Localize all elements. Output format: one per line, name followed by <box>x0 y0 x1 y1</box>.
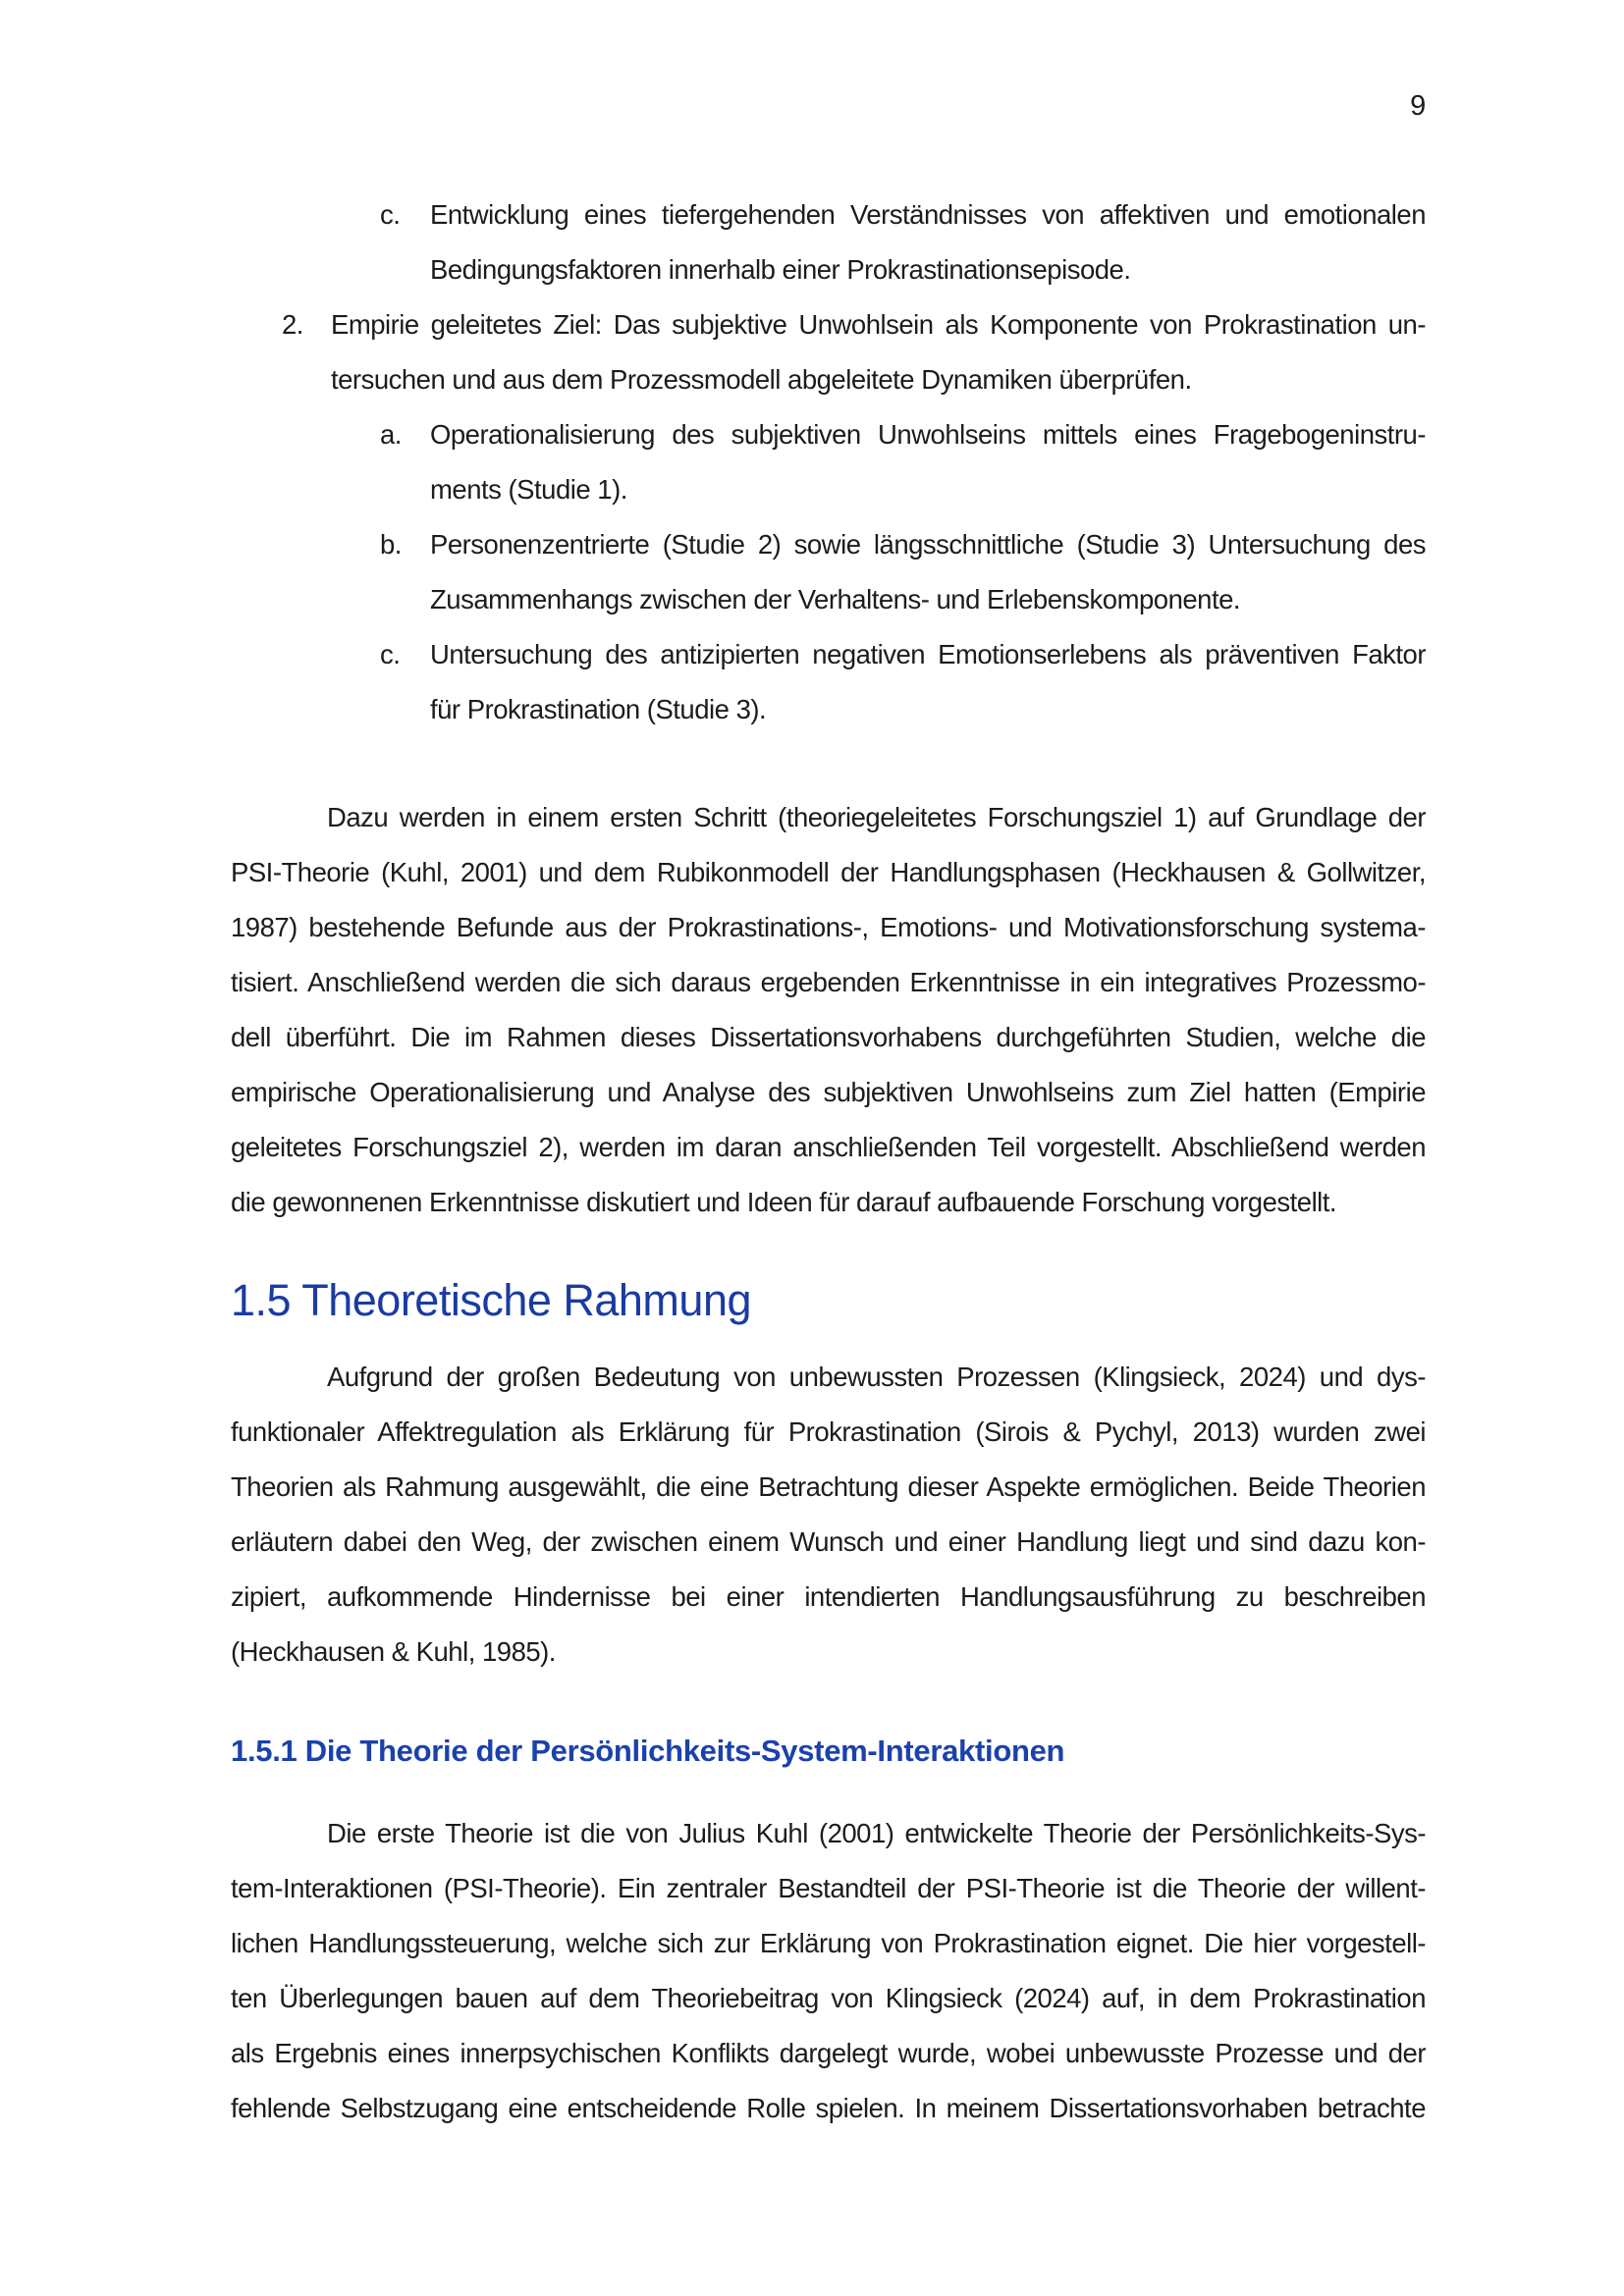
paragraph-line: geleitetes Forschungsziel 2), werden im daran anschließenden Teil vorgestellt. Abschließend werden <box>231 1132 1426 1162</box>
paragraph-line: Die erste Theorie ist die von Julius Kuhl (2001) entwickelte Theorie der Persönlichkeits-Sys- <box>327 1818 1426 1848</box>
paragraph-line: die gewonnenen Erkenntnisse diskutiert und Ideen für darauf aufbauende Forschung vorgestellt. <box>231 1187 1337 1217</box>
paragraph-line: Aufgrund der großen Bedeutung von unbewussten Prozessen (Klingsieck, 2024) und dys- <box>327 1362 1426 1392</box>
list-item-line: c. Entwicklung eines tiefergehenden Verständnisses von affektiven und emotionalen <box>231 187 1426 242</box>
list-item-line: Zusammenhangs zwischen der Verhaltens- und Erlebenskomponente. <box>430 584 1241 614</box>
paragraph-line: Dazu werden in einem ersten Schritt (theoriegeleitetes Forschungsziel 1) auf Grundlage der <box>327 802 1426 832</box>
paragraph-line: erläutern dabei den Weg, der zwischen einem Wunsch und einer Handlung liegt und sind dazu kon- <box>231 1526 1426 1557</box>
paragraph-line: empirische Operationalisierung und Analyse des subjektiven Unwohlseins zum Ziel hatten (Empirie <box>231 1077 1426 1107</box>
list-item-marker: b. <box>380 529 402 560</box>
paragraph-line: (Heckhausen & Kuhl, 1985). <box>231 1636 556 1667</box>
list-item-line: b. Personenzentrierte (Studie 2) sowie längsschnittliche (Studie 3) Untersuchung des <box>231 517 1426 572</box>
list-item-line: tersuchen und aus dem Prozessmodell abgeleitete Dynamiken überprüfen. <box>331 364 1192 395</box>
paragraph-line: als Ergebnis eines innerpsychischen Konflikts dargelegt wurde, wobei unbewusste Prozesse und der <box>231 2038 1426 2068</box>
paragraph-line: dell überführt. Die im Rahmen dieses Dissertationsvorhabens durchgeführten Studien, welche die <box>231 1022 1426 1052</box>
paragraph <box>231 790 1426 1230</box>
list-item-marker: 2. <box>282 309 303 340</box>
list-item-marker: c. <box>380 639 401 669</box>
paragraph <box>231 1350 1426 1680</box>
list-item-line: 2. Empirie geleitetes Ziel: Das subjektive Unwohlsein als Komponente von Prokrastination un- <box>231 297 1426 352</box>
subsection-heading: 1.5.1 Die Theorie der Persönlichkeits-System-Interaktionen <box>231 1734 1065 1768</box>
list-item-marker: a. <box>380 419 402 450</box>
page-number: 9 <box>1410 90 1426 122</box>
section-heading: 1.5 Theoretische Rahmung <box>231 1275 751 1325</box>
list-item-line: ments (Studie 1). <box>430 474 627 505</box>
paragraph-line: Theorien als Rahmung ausgewählt, die eine Betrachtung dieser Aspekte ermöglichen. Beide Theorien <box>231 1471 1426 1502</box>
paragraph-line: PSI-Theorie (Kuhl, 2001) und dem Rubikonmodell der Handlungsphasen (Heckhausen & Gollwitzer, <box>231 857 1426 887</box>
paragraph-line: fehlende Selbstzugang eine entscheidende Rolle spielen. In meinem Dissertationsvorhaben betrachte <box>231 2093 1426 2123</box>
paragraph-line: zipiert, aufkommende Hindernisse bei einer intendierten Handlungsausführung zu beschreiben <box>231 1581 1426 1612</box>
list-item-line: a. Operationalisierung des subjektiven Unwohlseins mittels eines Fragebogeninstru- <box>231 407 1426 462</box>
list-item-marker: c. <box>380 199 401 230</box>
paragraph-line: tisiert. Anschließend werden die sich daraus ergebenden Erkenntnisse in ein integratives Prozessmo- <box>231 967 1426 997</box>
paragraph-line: 1987) bestehende Befunde aus der Prokrastinations-, Emotions- und Motivationsforschung systema- <box>231 912 1426 942</box>
paragraph-line: tem-Interaktionen (PSI-Theorie). Ein zentraler Bestandteil der PSI-Theorie ist die Theorie der willent- <box>231 1873 1426 1903</box>
paragraph-line: ten Überlegungen bauen auf dem Theoriebeitrag von Klingsieck (2024) auf, in dem Prokrastination <box>231 1983 1426 2013</box>
list-item-line: c. Untersuchung des antizipierten negativen Emotionserlebens als präventiven Faktor <box>231 627 1426 682</box>
paragraph-line: lichen Handlungssteuerung, welche sich zur Erklärung von Prokrastination eignet. Die hier vorgestell- <box>231 1928 1426 1958</box>
goals-list <box>231 187 1426 737</box>
list-item-line: Bedingungsfaktoren innerhalb einer Prokrastinationsepisode. <box>430 254 1131 285</box>
list-item-line: für Prokrastination (Studie 3). <box>430 694 767 724</box>
paragraph-line: funktionaler Affektregulation als Erklärung für Prokrastination (Sirois & Pychyl, 2013) wurden zwei <box>231 1416 1426 1447</box>
text-block <box>231 0 1426 2136</box>
paragraph <box>231 1806 1426 2136</box>
